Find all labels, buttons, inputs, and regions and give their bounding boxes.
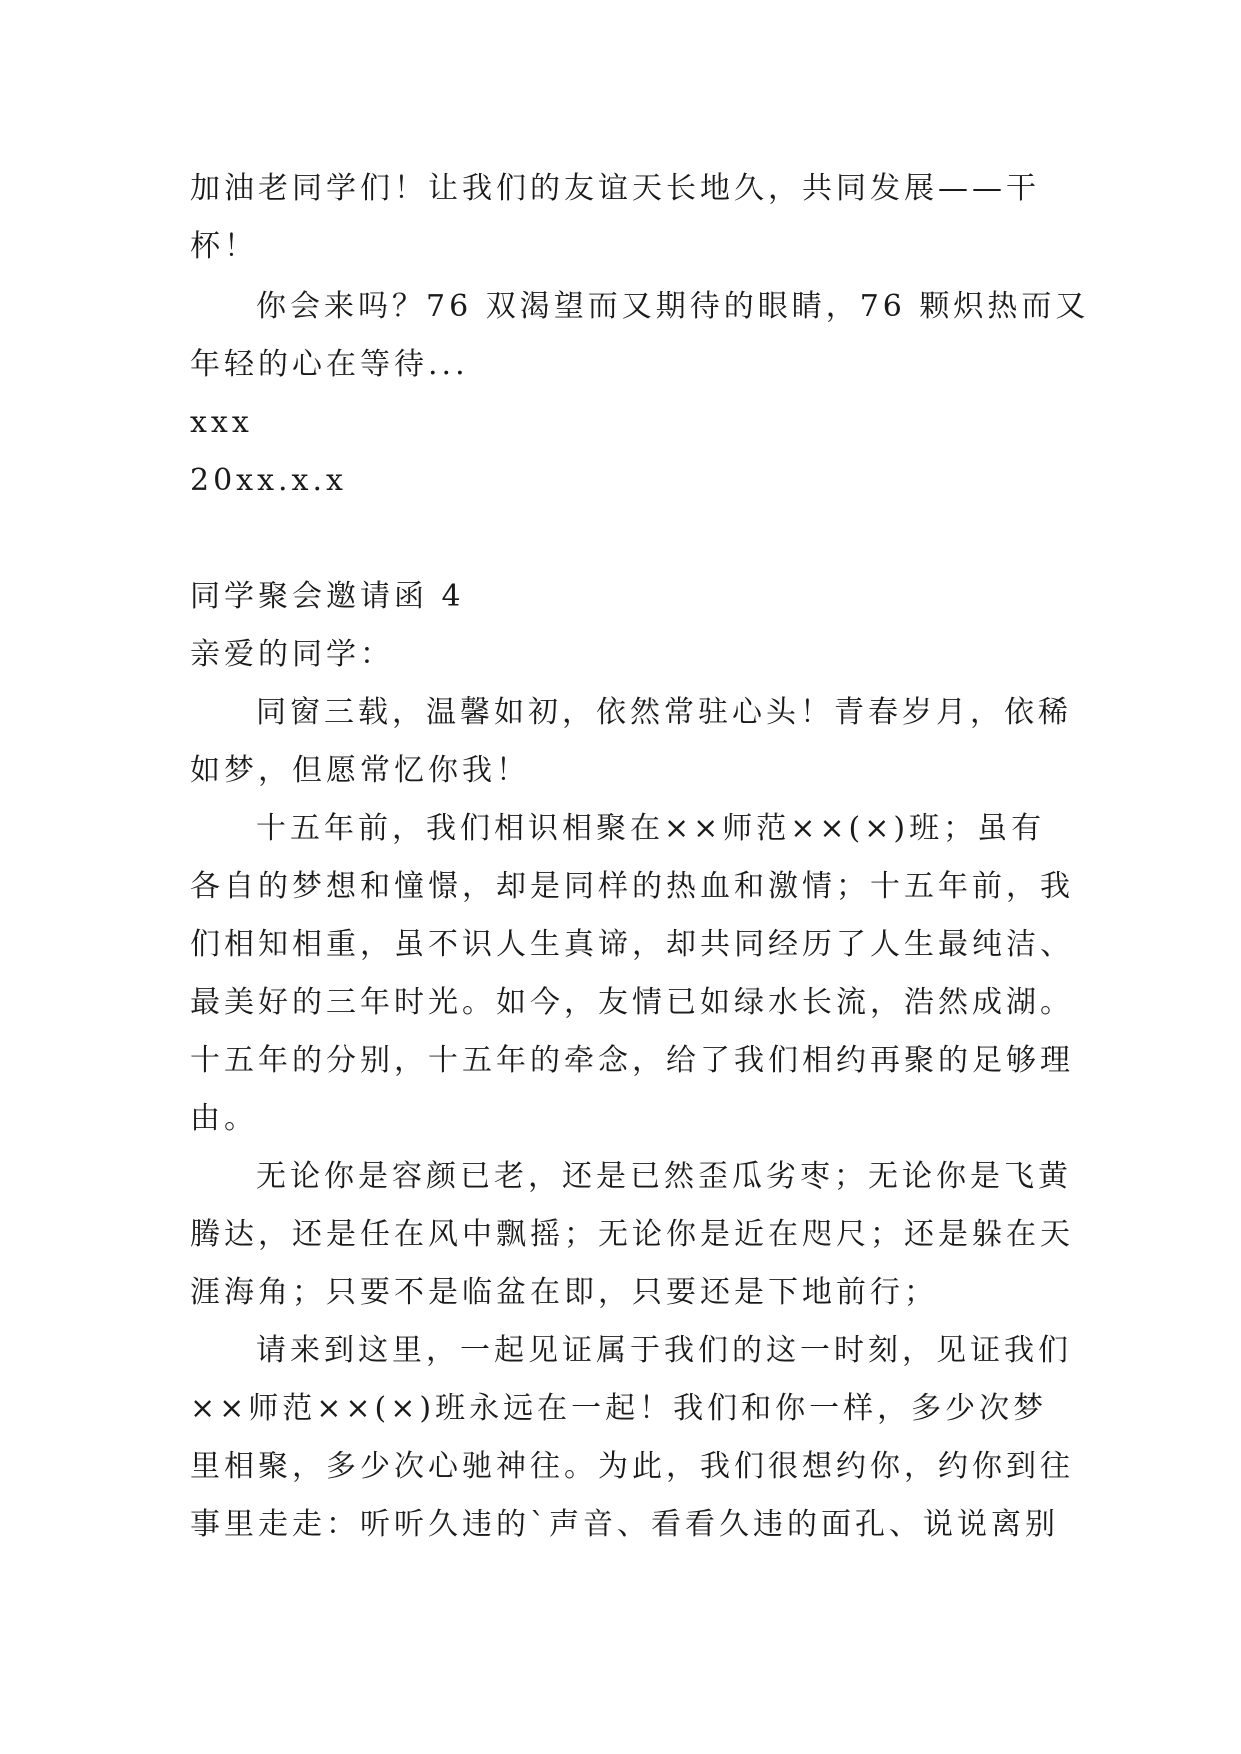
- text-line: 腾达，还是任在风中飘摇；无论你是近在咫尺；还是躲在天: [190, 1217, 1074, 1252]
- text-line: 如梦，但愿常忆你我！: [190, 753, 530, 788]
- paragraph-start-line: 无论你是容颜已老，还是已然歪瓜劣枣；无论你是飞黄: [256, 1159, 1072, 1194]
- signature-date: 20xx.x.x: [190, 463, 347, 498]
- text-line: 加油老同学们！让我们的友谊天长地久，共同发展——干: [190, 171, 1040, 206]
- text-line: 年轻的心在等待...: [190, 347, 469, 382]
- document-page: [190, 160, 1090, 1554]
- text-line: 们相知相重，虽不识人生真谛，却共同经历了人生最纯洁、: [190, 927, 1074, 962]
- paragraph-start-line: 同窗三载，温馨如初，依然常驻心头！青春岁月，依稀: [256, 695, 1072, 730]
- text-line: 涯海角；只要不是临盆在即，只要还是下地前行；: [190, 1275, 938, 1310]
- text-line: 各自的梦想和憧憬，却是同样的热血和激情；十五年前，我: [190, 869, 1074, 904]
- text-line: 里相聚，多少次心驰神往。为此，我们很想约你，约你到往: [190, 1449, 1074, 1484]
- text-line: 由。: [190, 1101, 258, 1136]
- text-line: ××师范××(×)班永远在一起！我们和你一样，多少次梦: [190, 1391, 1048, 1426]
- text-line: 十五年的分别，十五年的牵念，给了我们相约再聚的足够理: [190, 1043, 1074, 1078]
- signature-name: xxx: [190, 405, 253, 440]
- paragraph-start-line: 十五年前，我们相识相聚在××师范××(×)班；虽有: [256, 811, 1046, 846]
- text-line: 事里走走：听听久违的`声音、看看久违的面孔、说说离别: [190, 1507, 1059, 1542]
- section-title: 同学聚会邀请函 4: [190, 579, 465, 614]
- paragraph-start-line: 你会来吗？76 双渴望而又期待的眼睛，76 颗炽热而又: [256, 289, 1090, 324]
- salutation: 亲爱的同学：: [190, 637, 394, 672]
- text-line: 最美好的三年时光。如今，友情已如绿水长流，浩然成湖。: [190, 985, 1074, 1020]
- paragraph-start-line: 请来到这里，一起见证属于我们的这一时刻，见证我们: [256, 1333, 1072, 1368]
- text-line: 杯！: [190, 229, 258, 264]
